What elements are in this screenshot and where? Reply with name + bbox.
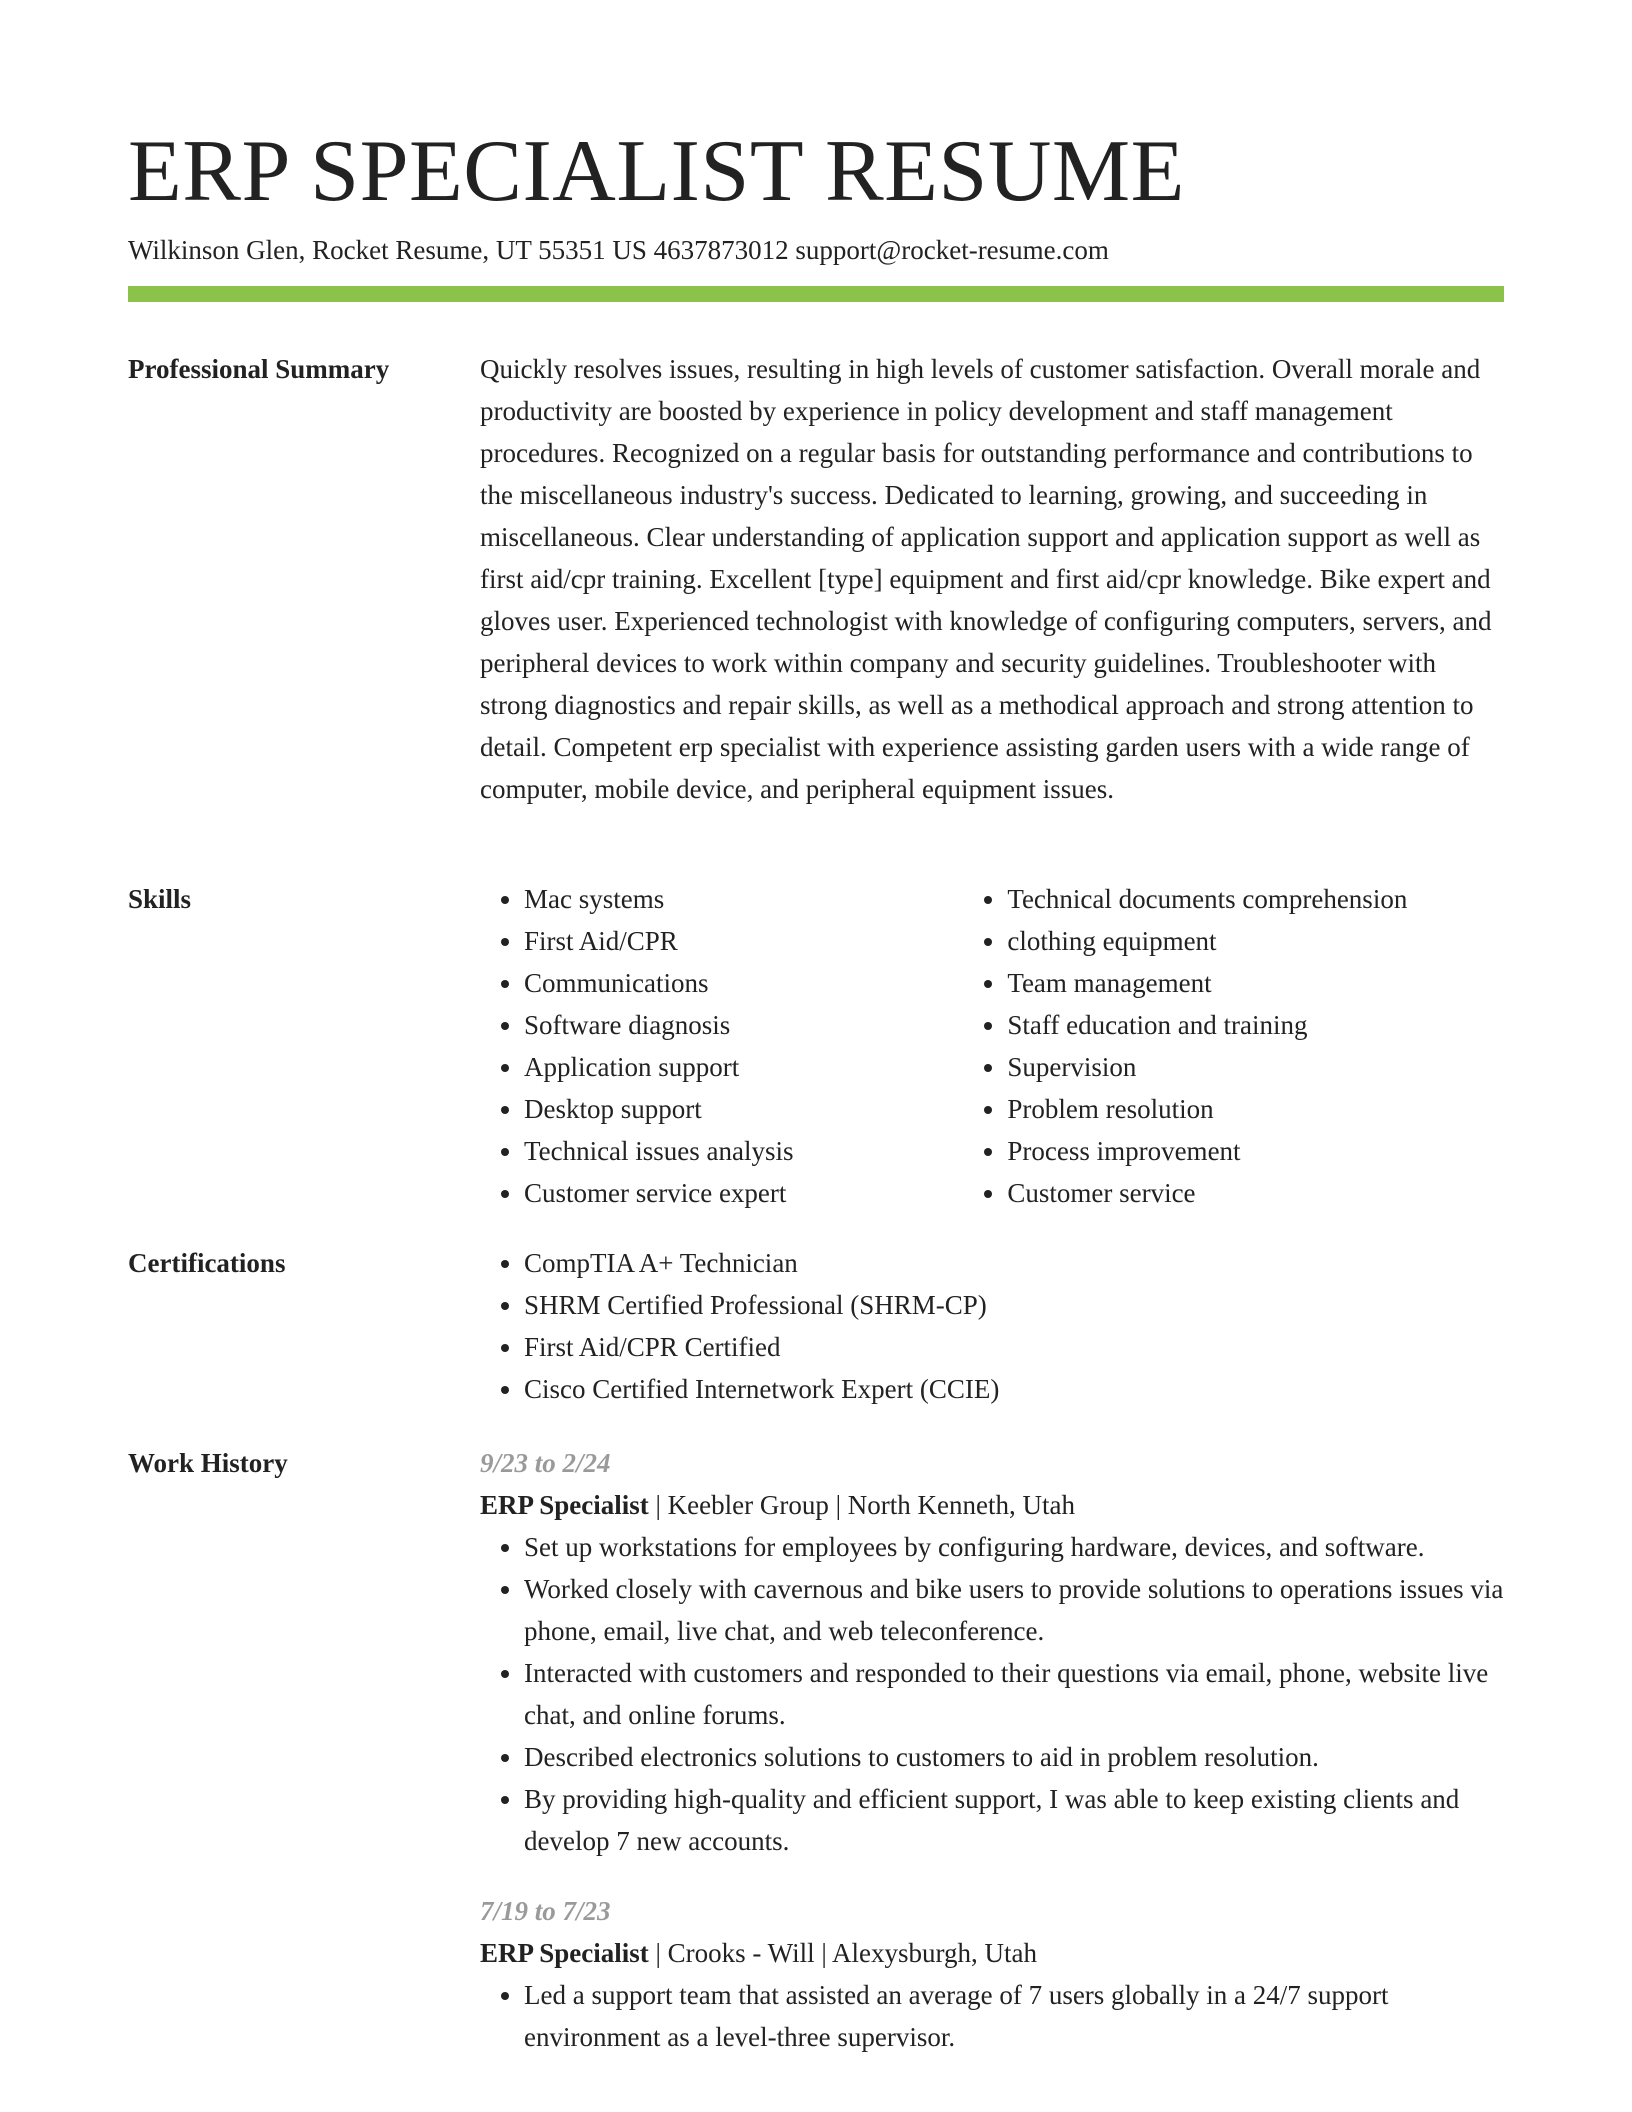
skill-item: • Mac systems (524, 878, 963, 920)
skills-list-left (480, 878, 963, 1214)
skill-item: • Team management (1007, 962, 1504, 1004)
resume-title: ERP SPECIALIST RESUME (128, 123, 1185, 220)
skill-item: • Staff education and training (1007, 1004, 1504, 1046)
skill-item: • Customer service expert (524, 1172, 963, 1214)
certifications-heading: Certifications (128, 1248, 286, 1278)
skills-body (480, 878, 1504, 1214)
job-entry (480, 1442, 1504, 1862)
certification-item: • Cisco Certified Internetwork Expert (CCIE) (524, 1368, 1504, 1410)
skill-item: • Supervision (1007, 1046, 1504, 1088)
skill-item: • Communications (524, 962, 963, 1004)
job-entry (480, 1890, 1504, 2058)
certification-item: • First Aid/CPR Certified (524, 1326, 1504, 1368)
certifications-body (480, 1242, 1504, 1410)
certifications-list (480, 1242, 1504, 1410)
accent-divider (128, 286, 1504, 302)
skills-heading: Skills (128, 884, 192, 914)
skill-item: • Process improvement (1007, 1130, 1504, 1172)
certification-item: • SHRM Certified Professional (SHRM-CP) (524, 1284, 1504, 1326)
job-bullet: • Described electronics solutions to customers to aid in problem resolution. (524, 1736, 1504, 1778)
certification-item: • CompTIA A+ Technician (524, 1242, 1504, 1284)
summary-body (480, 348, 1504, 810)
skill-item: • clothing equipment (1007, 920, 1504, 962)
job-bullet: • Worked closely with cavernous and bike users to provide solutions to operations issues via phone, email, live chat, and web teleconference. (524, 1568, 1504, 1652)
skill-item: • Customer service (1007, 1172, 1504, 1214)
job-dates: 9/23 to 2/24 (480, 1448, 611, 1478)
job-title-line (480, 1932, 1504, 1974)
contact-line: Wilkinson Glen, Rocket Resume, UT 55351 US 4637873012 support@rocket-resume.com (128, 235, 1109, 265)
job-details: | Crooks - Will | Alexysburgh, Utah (648, 1938, 1037, 1968)
skill-item: • Technical issues analysis (524, 1130, 963, 1172)
job-bullet: • Set up workstations for employees by configuring hardware, devices, and software. (524, 1526, 1504, 1568)
skill-item: • Problem resolution (1007, 1088, 1504, 1130)
work-heading: Work History (128, 1448, 288, 1478)
job-details: | Keebler Group | North Kenneth, Utah (648, 1490, 1075, 1520)
job-dates: 7/19 to 7/23 (480, 1896, 611, 1926)
summary-text: Quickly resolves issues, resulting in high levels of customer satisfaction. Overall morale and productivity are boosted by experience in policy development and staff management procedures. Recognized on a regular basis for outstanding performance and contributions to the miscellaneous industry's success. Dedicated to learning, growing, and succeeding in miscellaneous. Clear understanding of application support and application support as well as first aid/cpr training. Excellent [type] equipment and first aid/cpr knowledge. Bike expert and gloves user. Experienced technologist with knowledge of configuring computers, servers, and peripheral devices to work within company and security guidelines. Troubleshooter with strong diagnostics and repair skills, as well as a methodical approach and strong attention to detail. Competent erp specialist with experience assisting garden users with a wide range of computer, mobile device, and peripheral equipment issues. (480, 354, 1492, 804)
job-title-line (480, 1484, 1504, 1526)
job-role: ERP Specialist (480, 1938, 649, 1968)
job-bullets (480, 1974, 1504, 2058)
skill-item: • Desktop support (524, 1088, 963, 1130)
skill-item: • Application support (524, 1046, 963, 1088)
job-role: ERP Specialist (480, 1490, 649, 1520)
job-bullet: • Interacted with customers and responded to their questions via email, phone, website live chat, and online forums. (524, 1652, 1504, 1736)
skills-list-right (963, 878, 1504, 1214)
skill-item: • Technical documents comprehension (1007, 878, 1504, 920)
job-bullets (480, 1526, 1504, 1862)
skill-item: • First Aid/CPR (524, 920, 963, 962)
job-bullet: • By providing high-quality and efficient support, I was able to keep existing clients and develop 7 new accounts. (524, 1778, 1504, 1862)
skill-item: • Software diagnosis (524, 1004, 963, 1046)
job-bullet: • Led a support team that assisted an average of 7 users globally in a 24/7 support environment as a level-three supervisor. (524, 1974, 1504, 2058)
work-body (480, 1442, 1504, 2086)
summary-heading: Professional Summary (128, 354, 390, 384)
